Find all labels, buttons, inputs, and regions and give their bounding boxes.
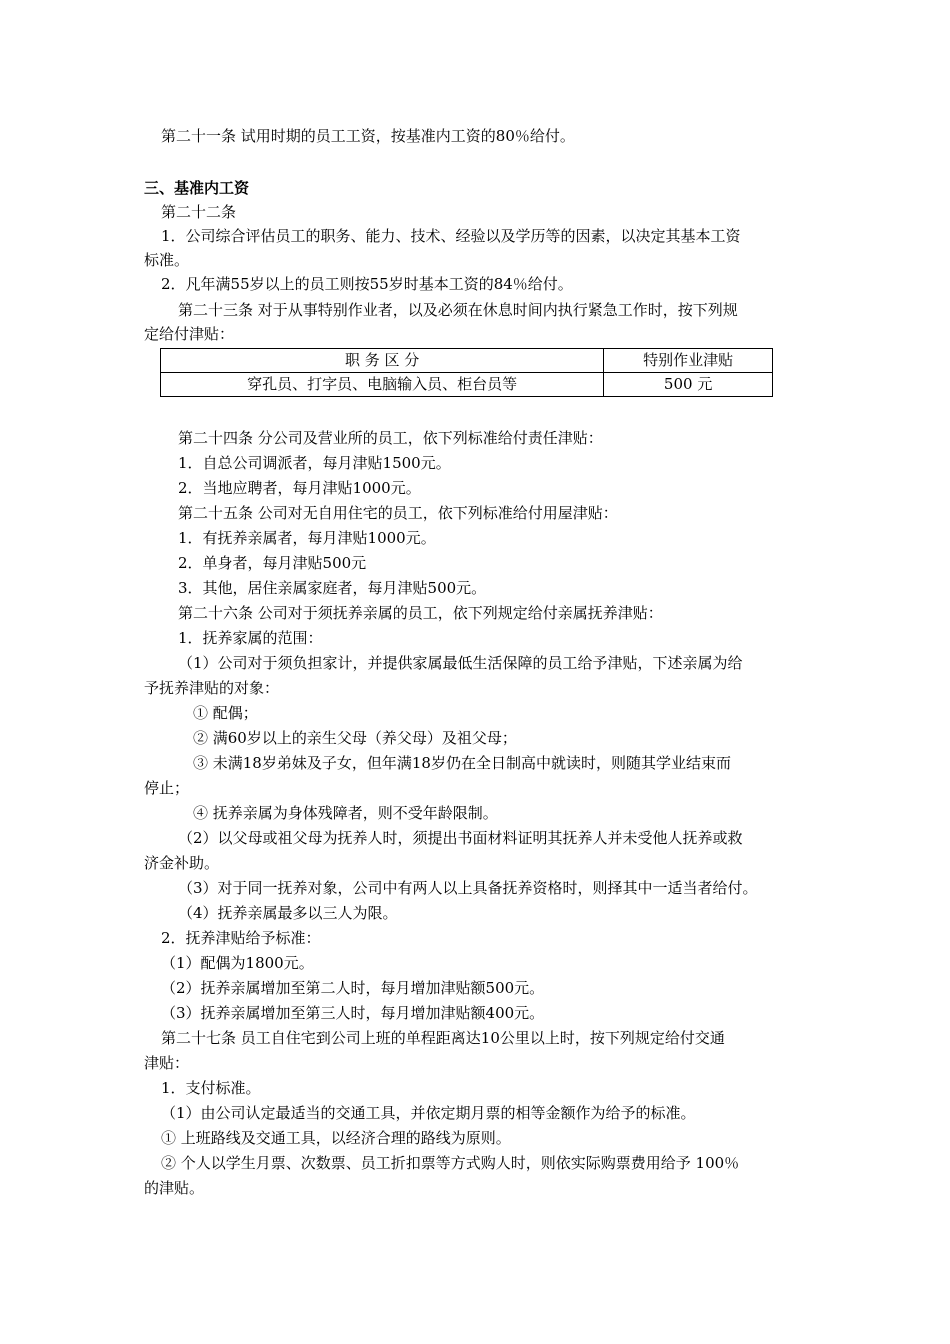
- article-25: 第二十五条 公司对无自用住宅的员工，依下列标准给付用屋津贴：: [178, 504, 618, 522]
- table-cell: 穿孔员、打字员、电脑输入员、柜台员等: [161, 373, 604, 397]
- article-26-item-1: 1．抚养家属的范围：: [178, 629, 323, 647]
- table-header-cell: 特别作业津贴: [604, 349, 773, 373]
- dependent-children-cont: 停止；: [144, 779, 190, 797]
- article-21: 第二十一条 试用时期的员工工资，按基准内工资的80％给付。: [161, 127, 575, 145]
- article-27-cont: 津贴：: [144, 1054, 190, 1072]
- dependent-disabled: ④ 抚养亲属为身体残障者，则不受年龄限制。: [193, 804, 498, 822]
- article-27-item-1-1: （1）由公司认定最适当的交通工具，并依定期月票的相等金额作为给予的标准。: [161, 1104, 696, 1122]
- article-26-item-1-2-cont: 济金补助。: [144, 854, 220, 872]
- dependent-spouse: ① 配偶；: [193, 704, 258, 722]
- article-24: 第二十四条 分公司及营业所的员工，依下列标准给付责任津贴：: [178, 429, 603, 447]
- article-26-item-2: 2．抚养津贴给予标准：: [161, 929, 321, 947]
- commute-ticket-rule-cont: 的津贴。: [144, 1179, 205, 1197]
- dependent-parents: ② 满60岁以上的亲生父母（养父母）及祖父母；: [193, 729, 517, 747]
- allowance-table: [160, 348, 773, 397]
- article-26-item-1-1-cont: 予抚养津贴的对象：: [144, 679, 280, 697]
- article-22-item-2: 2．凡年满55岁以上的员工则按55岁时基本工资的84％给付。: [161, 275, 573, 293]
- article-25-item-3: 3．其他，居住亲属家庭者，每月津贴500元。: [178, 579, 487, 597]
- table-cell: 500 元: [604, 373, 773, 397]
- article-26-item-1-4: （4）抚养亲属最多以三人为限。: [178, 904, 398, 922]
- article-25-item-1: 1．有抚养亲属者，每月津贴1000元。: [178, 529, 436, 547]
- commute-route-rule: ① 上班路线及交通工具，以经济合理的路线为原则。: [161, 1129, 511, 1147]
- dependent-children: ③ 未满18岁弟妹及子女，但年满18岁仍在全日制高中就读时，则随其学业结束而: [193, 754, 731, 772]
- commute-ticket-rule: ② 个人以学生月票、次数票、员工折扣票等方式购人时，则依实际购票费用给予 100％: [161, 1154, 740, 1172]
- article-22-item-1: 1．公司综合评估员工的职务、能力、技术、经验以及学历等的因素，以决定其基本工资: [161, 227, 741, 245]
- article-26-item-1-3: （3）对于同一抚养对象，公司中有两人以上具备抚养资格时，则择其中一适当者给付。: [178, 879, 758, 897]
- table-header-row: [161, 349, 773, 373]
- table-row: [161, 373, 773, 397]
- article-26-item-1-2: （2）以父母或祖父母为抚养人时，须提出书面材料证明其抚养人并未受他人抚养或救: [178, 829, 743, 847]
- article-22-item-1-cont: 标准。: [144, 251, 190, 269]
- article-26-item-1-1: （1）公司对于须负担家计，并提供家属最低生活保障的员工给予津贴，下述亲属为给: [178, 654, 743, 672]
- article-24-item-1: 1．自总公司调派者，每月津贴1500元。: [178, 454, 451, 472]
- article-23-cont: 定给付津贴：: [144, 325, 235, 343]
- section-3-heading: 三、基准内工资: [144, 179, 250, 197]
- article-23: 第二十三条 对于从事特别作业者，以及必须在休息时间内执行紧急工作时，按下列规: [178, 301, 738, 319]
- article-26: 第二十六条 公司对于须抚养亲属的员工，依下列规定给付亲属抚养津贴：: [178, 604, 663, 622]
- table-header-cell: 职 务 区 分: [161, 349, 604, 373]
- article-25-item-2: 2．单身者，每月津贴500元: [178, 554, 367, 572]
- article-27-item-1: 1．支付标准。: [161, 1079, 261, 1097]
- article-27: 第二十七条 员工自住宅到公司上班的单程距离达10公里以上时，按下列规定给付交通: [161, 1029, 725, 1047]
- article-26-item-2-3: （3）抚养亲属增加至第三人时，每月增加津贴额400元。: [161, 1004, 545, 1022]
- article-24-item-2: 2．当地应聘者，每月津贴1000元。: [178, 479, 421, 497]
- article-26-item-2-1: （1）配偶为1800元。: [161, 954, 314, 972]
- article-22: 第二十二条: [161, 203, 237, 221]
- article-26-item-2-2: （2）抚养亲属增加至第二人时，每月增加津贴额500元。: [161, 979, 545, 997]
